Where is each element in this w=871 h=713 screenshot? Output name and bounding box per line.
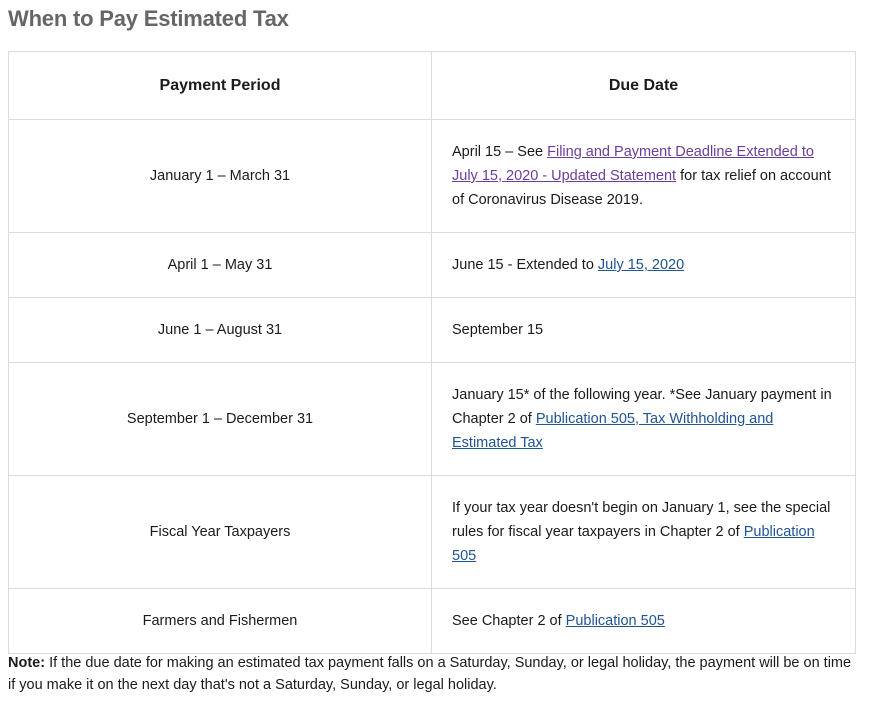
publication-505-full-link[interactable]: Publication 505, Tax Withholding and Estimated Tax bbox=[452, 411, 774, 451]
due-date-text: April 15 – See bbox=[452, 144, 548, 160]
table-row bbox=[9, 298, 856, 363]
note-text: If the due date for making an estimated tax payment falls on a Saturday, Sunday, or legal holiday, the payment will be on time if you make it on the next day that's not a Saturday, Sunday, or legal holiday. bbox=[8, 655, 852, 693]
due-date-text: See Chapter 2 of bbox=[452, 613, 566, 629]
table-header-row bbox=[9, 52, 856, 120]
payment-period-cell: Fiscal Year Taxpayers bbox=[9, 476, 432, 589]
due-date-cell bbox=[432, 298, 856, 363]
table-row bbox=[9, 233, 856, 298]
payment-period-cell: Farmers and Fishermen bbox=[9, 589, 432, 654]
note-paragraph bbox=[8, 652, 858, 696]
due-date-text: January 15* of the following year. *See January payment in Chapter 2 of bbox=[452, 387, 832, 427]
header-payment-period: Payment Period bbox=[9, 52, 432, 120]
table-row bbox=[9, 476, 856, 589]
payment-period-cell: September 1 – December 31 bbox=[9, 363, 432, 476]
due-date-text: If your tax year doesn't begin on January 1, see the special rules for fiscal year taxpayers in Chapter 2 of bbox=[452, 500, 831, 540]
payment-period-cell: April 1 – May 31 bbox=[9, 233, 432, 298]
due-date-cell bbox=[432, 589, 856, 654]
publication-505-link[interactable]: Publication 505 bbox=[565, 613, 665, 629]
due-date-text: September 15 bbox=[452, 322, 544, 338]
payment-period-cell: January 1 – March 31 bbox=[9, 120, 432, 233]
payment-period-cell: June 1 – August 31 bbox=[9, 298, 432, 363]
due-date-text: June 15 - Extended to bbox=[452, 257, 598, 273]
publication-505-link[interactable]: Publication 505 bbox=[452, 524, 815, 564]
due-date-cell bbox=[432, 120, 856, 233]
table-row bbox=[9, 363, 856, 476]
table-row bbox=[9, 589, 856, 654]
header-due-date: Due Date bbox=[432, 52, 856, 120]
note-label: Note: bbox=[8, 655, 46, 671]
deadline-extended-link[interactable]: Filing and Payment Deadline Extended to July 15, 2020 - Updated Statement bbox=[452, 144, 814, 184]
table-row bbox=[9, 120, 856, 233]
july-15-2020-link[interactable]: July 15, 2020 bbox=[597, 257, 685, 273]
due-date-text-suffix: for tax relief on account of Coronavirus Disease 2019. bbox=[452, 168, 831, 208]
page-title: When to Pay Estimated Tax bbox=[8, 6, 289, 31]
due-date-cell bbox=[432, 233, 856, 298]
due-date-cell bbox=[432, 363, 856, 476]
due-date-cell bbox=[432, 476, 856, 589]
estimated-tax-table bbox=[8, 51, 856, 654]
